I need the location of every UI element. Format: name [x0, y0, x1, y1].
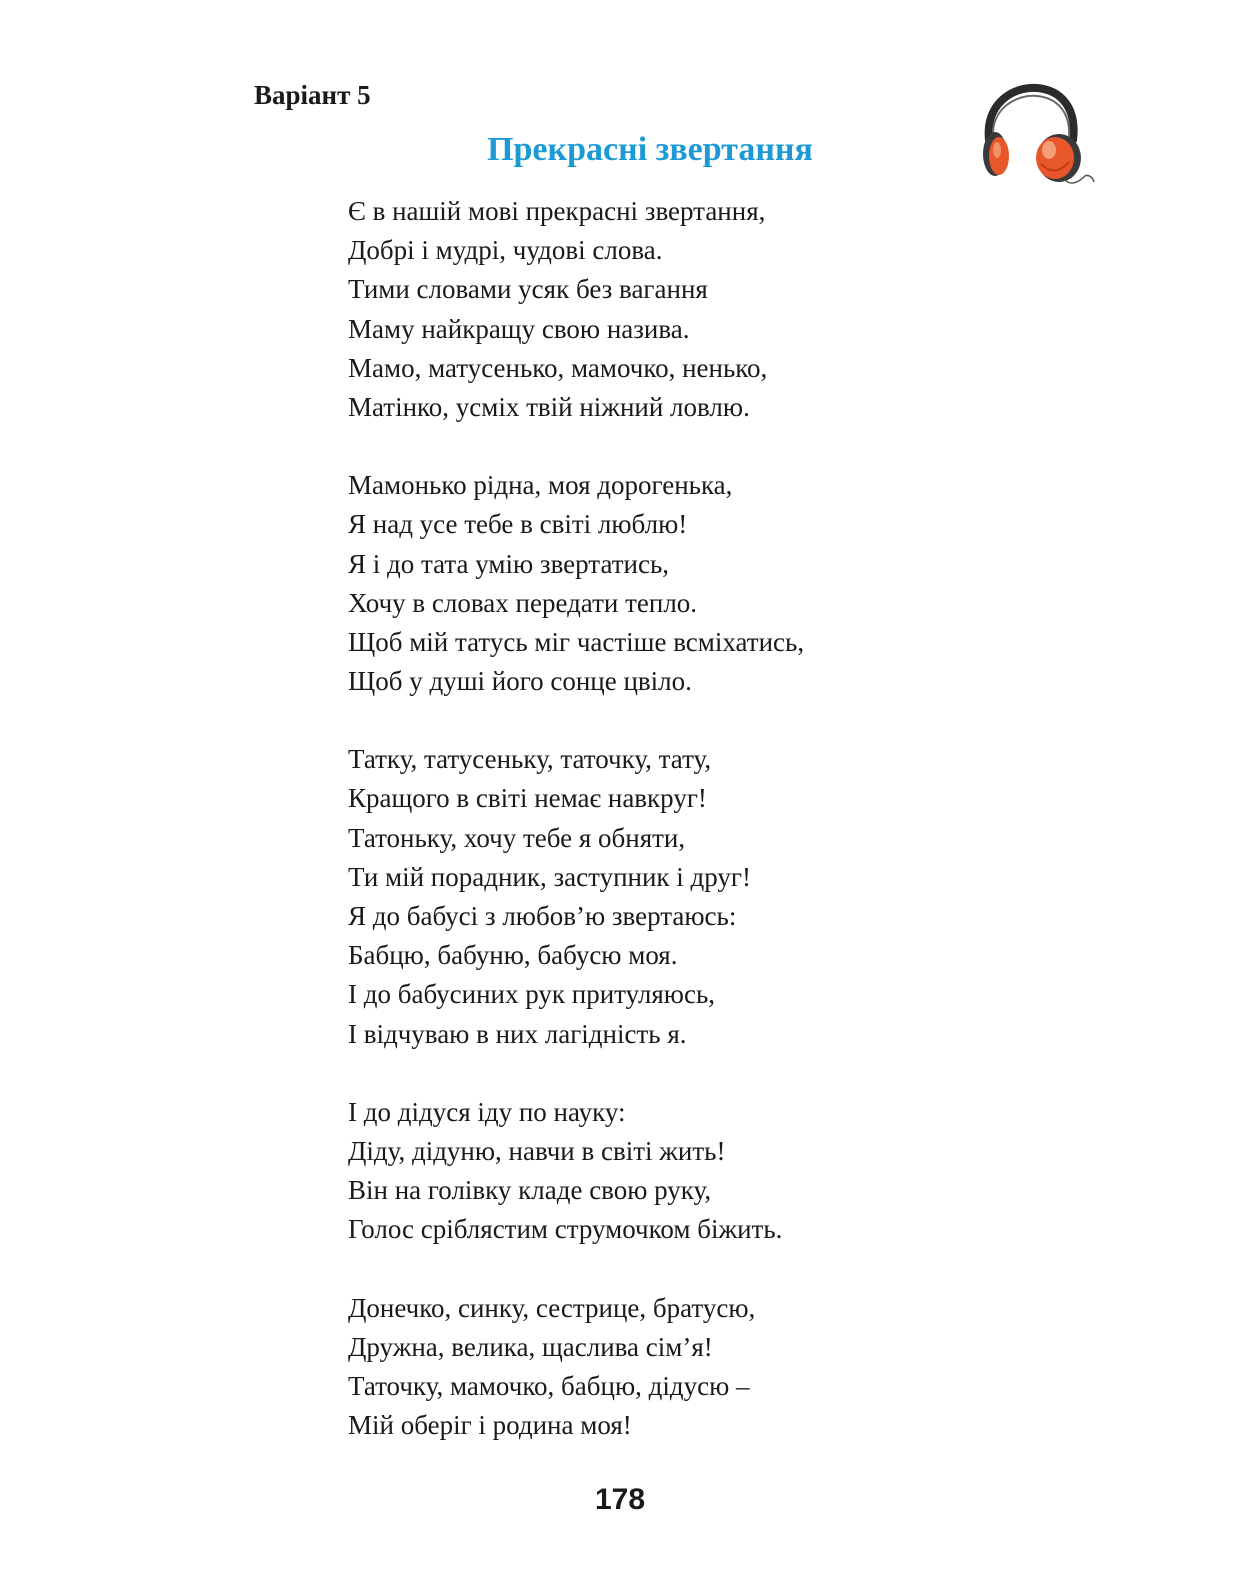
- stanza: [348, 192, 804, 427]
- poem-line: Діду, дідуню, навчи в світі жить!: [348, 1135, 726, 1166]
- poem-line: Добрі і мудрі, чудові слова.: [348, 235, 663, 266]
- poem-line: Щоб у душі його сонце цвіло.: [348, 666, 692, 697]
- poem-line: Він на голівку кладе свою руку,: [348, 1175, 712, 1206]
- poem-line: Я над усе тебе в світі люблю!: [348, 509, 688, 540]
- poem-line: Матінко, усміх твій ніжний ловлю.: [348, 391, 750, 422]
- page-number: 178: [594, 1483, 646, 1516]
- poem-line: Ти мій порадник, заступник і друг!: [348, 861, 751, 892]
- poem-line: Кращого в світі немає навкруг!: [348, 783, 707, 814]
- poem-line: Бабцю, бабуню, бабусю моя.: [348, 940, 678, 971]
- poem-line: Є в нашій мові прекрасні звертання,: [348, 196, 766, 226]
- poem-line: Хочу в словах передати тепло.: [348, 587, 698, 618]
- poem-line: Мамонько рідна, моя дорогенька,: [348, 470, 733, 501]
- poem-line: І відчуваю в них лагідність я.: [348, 1018, 687, 1049]
- poem-line: Щоб мій татусь міг частіше всміхатись,: [348, 626, 805, 657]
- poem-line: Тими словами усяк без вагання: [348, 274, 708, 305]
- variant-label: Варіант 5: [254, 80, 371, 110]
- poem-line: Я і до тата умію звертатись,: [348, 548, 670, 579]
- stanza: [348, 1093, 804, 1250]
- poem-line: Маму найкращу свою назива.: [348, 313, 690, 344]
- poem-line: Татоньку, хочу тебе я обняти,: [348, 822, 686, 853]
- poem-title: Прекрасні звертання: [487, 131, 813, 168]
- poem-line: І до дідуся іду по науку:: [348, 1096, 626, 1127]
- poem-line: Таточку, мамочко, бабцю, дідусю –: [348, 1370, 750, 1401]
- poem-line: Мамо, матусенько, мамочко, ненько,: [348, 352, 768, 383]
- poem-line: І до бабусиних рук притуляюсь,: [348, 979, 716, 1010]
- poem-line: Я до бабусі з любов’ю звертаюсь:: [348, 901, 737, 931]
- stanza: [348, 466, 804, 701]
- poem-line: Голос сріблястим струмочком біжить.: [348, 1214, 783, 1245]
- poem-line: Мій оберіг і родина моя!: [348, 1410, 632, 1441]
- poem: [348, 192, 804, 1445]
- poem-line: Донечко, синку, сестрице, братусю,: [348, 1292, 756, 1323]
- poem-line: Дружна, велика, щаслива сім’я!: [348, 1331, 713, 1362]
- stanza: [348, 1289, 804, 1446]
- headphones-icon: [975, 82, 1095, 192]
- stanza: [348, 740, 804, 1054]
- poem-line: Татку, татусеньку, таточку, тату,: [348, 744, 712, 775]
